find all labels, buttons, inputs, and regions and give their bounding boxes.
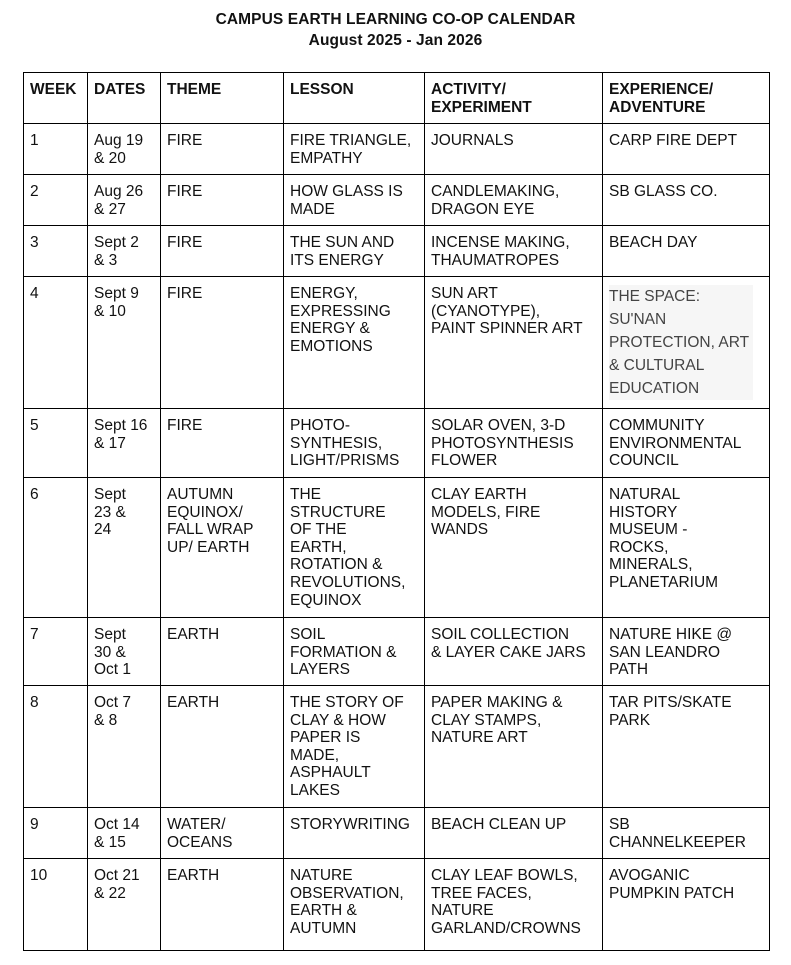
table-row <box>24 409 770 478</box>
cell-activity: INCENSE MAKING, THAUMATROPES <box>425 226 603 277</box>
cell-dates: Oct 7 & 8 <box>88 686 161 808</box>
column-header-week: WEEK <box>24 73 88 124</box>
table-row <box>24 478 770 618</box>
cell-experience: NATURE HIKE @ SAN LEANDRO PATH <box>603 618 770 686</box>
cell-activity: CANDLEMAKING, DRAGON EYE <box>425 175 603 226</box>
cell-theme: AUTUMN EQUINOX/ FALL WRAP UP/ EARTH <box>161 478 284 618</box>
cell-activity: BEACH CLEAN UP <box>425 808 603 859</box>
column-header-dates: DATES <box>88 73 161 124</box>
document-header <box>0 9 791 51</box>
cell-lesson: STORYWRITING <box>284 808 425 859</box>
table-row <box>24 686 770 808</box>
cell-dates: Sept 16 & 17 <box>88 409 161 478</box>
header-row <box>24 73 770 124</box>
table-row <box>24 124 770 175</box>
cell-lesson: ENERGY, EXPRESSING ENERGY & EMOTIONS <box>284 277 425 409</box>
cell-experience: SB GLASS CO. <box>603 175 770 226</box>
cell-experience: NATURAL HISTORY MUSEUM - ROCKS, MINERALS, PLANETARIUM <box>603 478 770 618</box>
cell-dates: Aug 26 & 27 <box>88 175 161 226</box>
cell-dates: Aug 19 & 20 <box>88 124 161 175</box>
cell-activity: CLAY LEAF BOWLS, TREE FACES, NATURE GARLAND/CROWNS <box>425 859 603 951</box>
cell-week: 8 <box>24 686 88 808</box>
cell-lesson: HOW GLASS IS MADE <box>284 175 425 226</box>
table-row <box>24 226 770 277</box>
cell-lesson: THE SUN AND ITS ENERGY <box>284 226 425 277</box>
column-header-theme: THEME <box>161 73 284 124</box>
cell-theme: FIRE <box>161 175 284 226</box>
cell-theme: EARTH <box>161 618 284 686</box>
cell-lesson: SOIL FORMATION & LAYERS <box>284 618 425 686</box>
cell-activity: PAPER MAKING & CLAY STAMPS, NATURE ART <box>425 686 603 808</box>
cell-week: 5 <box>24 409 88 478</box>
cell-week: 3 <box>24 226 88 277</box>
table-row <box>24 808 770 859</box>
cell-lesson: THE STRUCTURE OF THE EARTH, ROTATION & REVOLUTIONS, EQUINOX <box>284 478 425 618</box>
column-header-activity: ACTIVITY/ EXPERIMENT <box>425 73 603 124</box>
cell-theme: EARTH <box>161 686 284 808</box>
cell-activity: CLAY EARTH MODELS, FIRE WANDS <box>425 478 603 618</box>
cell-dates: Oct 21 & 22 <box>88 859 161 951</box>
cell-week: 10 <box>24 859 88 951</box>
cell-lesson: NATURE OBSERVATION, EARTH & AUTUMN <box>284 859 425 951</box>
cell-week: 2 <box>24 175 88 226</box>
cell-week: 9 <box>24 808 88 859</box>
cell-dates: Oct 14 & 15 <box>88 808 161 859</box>
cell-experience: BEACH DAY <box>603 226 770 277</box>
cell-activity: JOURNALS <box>425 124 603 175</box>
cell-activity: SUN ART (CYANOTYPE), PAINT SPINNER ART <box>425 277 603 409</box>
document-title: CAMPUS EARTH LEARNING CO-OP CALENDAR <box>215 11 576 28</box>
cell-lesson: THE STORY OF CLAY & HOW PAPER IS MADE, ASPHAULT LAKES <box>284 686 425 808</box>
cell-experience: TAR PITS/SKATE PARK <box>603 686 770 808</box>
cell-experience: COMMUNITY ENVIRONMENTAL COUNCIL <box>603 409 770 478</box>
column-header-experience: EXPERIENCE/ ADVENTURE <box>603 73 770 124</box>
cell-theme: WATER/ OCEANS <box>161 808 284 859</box>
cell-week: 4 <box>24 277 88 409</box>
cell-week: 6 <box>24 478 88 618</box>
cell-week: 1 <box>24 124 88 175</box>
cell-dates: Sept 9 & 10 <box>88 277 161 409</box>
table-row <box>24 618 770 686</box>
cell-theme: FIRE <box>161 409 284 478</box>
cell-theme: EARTH <box>161 859 284 951</box>
column-header-lesson: LESSON <box>284 73 425 124</box>
cell-experience: CARP FIRE DEPT <box>603 124 770 175</box>
cell-lesson: PHOTO- SYNTHESIS, LIGHT/PRISMS <box>284 409 425 478</box>
table-row <box>24 859 770 951</box>
cell-dates: Sept 2 & 3 <box>88 226 161 277</box>
table-row <box>24 277 770 409</box>
cell-theme: FIRE <box>161 124 284 175</box>
cell-week: 7 <box>24 618 88 686</box>
cell-activity: SOLAR OVEN, 3-D PHOTOSYNTHESIS FLOWER <box>425 409 603 478</box>
cell-activity: SOIL COLLECTION & LAYER CAKE JARS <box>425 618 603 686</box>
cell-experience <box>603 277 770 409</box>
cell-lesson: FIRE TRIANGLE, EMPATHY <box>284 124 425 175</box>
cell-experience: AVOGANIC PUMPKIN PATCH <box>603 859 770 951</box>
document-subtitle: August 2025 - Jan 2026 <box>308 32 483 49</box>
cell-theme: FIRE <box>161 277 284 409</box>
cell-theme: FIRE <box>161 226 284 277</box>
cell-experience: SB CHANNELKEEPER <box>603 808 770 859</box>
table-row <box>24 175 770 226</box>
cell-dates: Sept 23 & 24 <box>88 478 161 618</box>
calendar-table <box>23 72 770 951</box>
pasted-note: THE SPACE: SU'NAN PROTECTION, ART & CULTURAL EDUCATION <box>609 285 753 400</box>
cell-dates: Sept 30 & Oct 1 <box>88 618 161 686</box>
